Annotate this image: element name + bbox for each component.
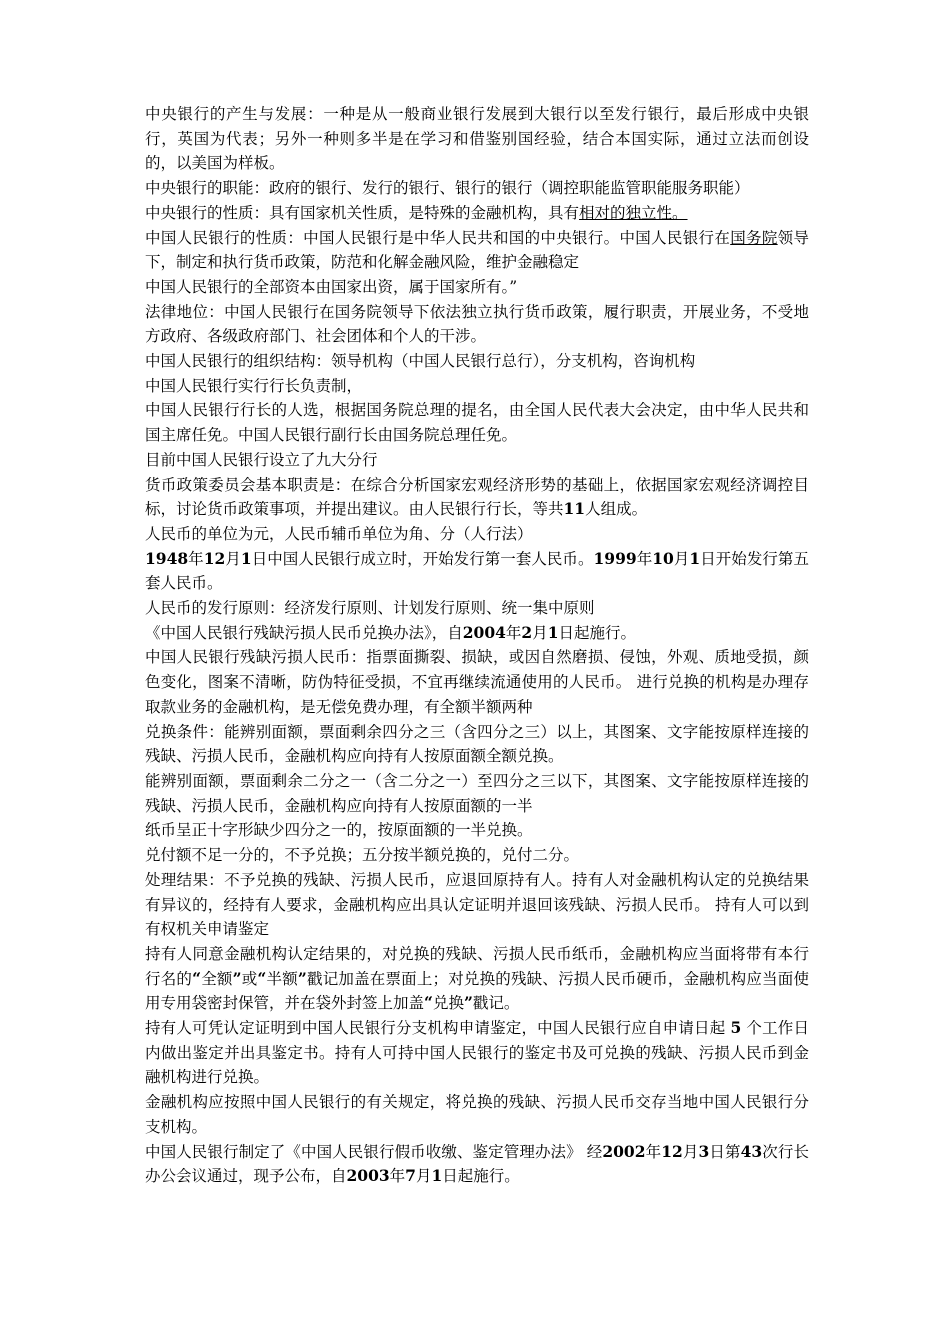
bold-number: 2 [521, 622, 533, 642]
text-run: 日起施行。 [442, 1167, 520, 1186]
paragraph [145, 818, 809, 843]
bold-number: 3 [698, 1141, 710, 1161]
paragraph [145, 645, 809, 719]
bold-number: 2004 [462, 622, 506, 642]
paragraph [145, 102, 809, 176]
paragraph [145, 176, 809, 201]
text-run: 年 [389, 1167, 406, 1186]
text-run: 全额 [201, 969, 233, 988]
bold-number: 12 [203, 548, 226, 568]
paragraph [145, 374, 809, 399]
paragraph [145, 275, 809, 300]
bold-number: 2002 [602, 1141, 646, 1161]
bold-number: 7 [405, 1166, 416, 1186]
bold-number: “ [257, 968, 267, 988]
paragraph [145, 522, 809, 547]
paragraph [145, 621, 809, 646]
paragraph [145, 596, 809, 621]
text-run: 个工作日内做出鉴定并出具鉴定书。持有人可持中国人民银行的鉴定书及可兑换的残缺、污损人民币到金融机构进行兑换。 [145, 1019, 809, 1087]
text-run: 兑换条件：能辨别面额，票面剩余四分之三（含四分之三）以上，其图案、文字能按原样连接的残缺、污损人民币，金融机构应向持有人按原面额全额兑换。 [145, 722, 809, 766]
paragraph [145, 1090, 809, 1139]
paragraph [145, 769, 809, 818]
bold-number: 11 [563, 499, 586, 519]
text-run: 中国人民银行的组织结构：领导机构（中国人民银行总行），分支机构，咨询机构 [145, 352, 696, 371]
text-run: 戳记。 [472, 994, 520, 1013]
text-run: 月 [532, 623, 548, 642]
bold-number: 1 [431, 1166, 443, 1186]
bold-number: 43 [740, 1141, 763, 1161]
bold-number: “ [192, 968, 201, 988]
text-run: 《中国人民银行残缺污损人民币兑换办法》，自 [145, 623, 463, 642]
text-run: 半额 [266, 969, 298, 988]
text-run: 日开始发行第五套人民币。 [145, 549, 809, 593]
bold-number: 5 [730, 1018, 742, 1038]
text-run: 持有人同意金融机构认定结果的，对兑换的残缺、污损人民币纸币，金融机构应当面将带有本行行名的 [145, 944, 809, 988]
text-run: 中国人民银行残缺污损人民币：指票面撕裂、损缺，或因自然磨损、侵蚀，外观、质地受损，颜色变化，图案不清晰，防伪特征受损，不宜再继续流通使用的人民币。 进行兑换的机构是办理存取款业务的金融机构，是无偿免费办理，有全额半额两种 [145, 648, 809, 716]
text-run: 日第 [709, 1142, 741, 1161]
bold-number: 1 [689, 548, 701, 568]
text-run: 月 [682, 1142, 699, 1161]
underlined-text: 相对的独立性。 [579, 203, 688, 222]
text-run: 货币政策委员会基本职责是：在综合分析国家宏观经济形势的基础上，依据国家宏观经济调控目标，讨论货币政策事项，并提出建议。由人民银行行长，等共 [145, 475, 809, 519]
paragraph [145, 448, 809, 473]
paragraph [145, 300, 809, 349]
paragraph [145, 547, 809, 596]
paragraph [145, 720, 809, 769]
paragraph [145, 942, 809, 1016]
paragraph [145, 201, 809, 226]
text-run: 纸币呈正十字形缺少四分之一的，按原面额的一半兑换。 [145, 821, 533, 840]
text-run: 月 [415, 1167, 432, 1186]
text-run: 处理结果：不予兑换的残缺、污损人民币，应退回原持有人。持有人对金融机构认定的兑换结果有异议的，经持有人要求，金融机构应出具认定证明并退回该残缺、污损人民币。 持有人可以到有权机关申请鉴定 [145, 870, 809, 939]
text-run: 领导下，制定和执行货币政策，防范和化解金融风险，维护金融稳定 [145, 228, 809, 272]
text-run: 中央银行的性质：具有国家机关性质，是特殊的金融机构，具有 [145, 203, 580, 222]
bold-number: 1 [547, 622, 559, 642]
text-run: 持有人可凭认定证明到中国人民银行分支机构申请鉴定，中国人民银行应自申请日起 [145, 1019, 731, 1038]
text-run: 法律地位：中国人民银行在国务院领导下依法独立执行货币政策，履行职责，开展业务，不受地方政府、各级政府部门、社会团体和个人的干涉。 [145, 302, 809, 346]
text-run: 年 [505, 623, 522, 642]
bold-number: ” [463, 993, 473, 1013]
text-run: 中国人民银行的性质：中国人民银行是中华人民共和国的中央银行。中国人民银行在 [145, 228, 731, 247]
text-run: 目前中国人民银行设立了九大分行 [145, 450, 378, 469]
bold-number: 10 [652, 548, 674, 568]
bold-number: ” [297, 968, 307, 988]
text-run: 年 [636, 549, 653, 568]
text-run: 戳记加盖在票面上；对兑换的残缺、污损人民币硬币，金融机构应当面使用专用袋密封保管，并在袋外封签上加盖 [145, 969, 809, 1013]
text-run: 中国人民银行制定了《中国人民银行假币收缴、鉴定管理办法》 经 [145, 1142, 603, 1161]
bold-number: 1999 [593, 548, 637, 568]
text-run: 月 [225, 549, 241, 568]
paragraph [145, 868, 809, 942]
text-run: 兑换 [432, 994, 464, 1013]
text-run: 年 [188, 549, 204, 568]
paragraph [145, 843, 809, 868]
paragraph [145, 226, 809, 275]
bold-number: 2003 [346, 1166, 390, 1186]
text-run: 日起施行。 [558, 623, 637, 642]
text-run: 中央银行的产生与发展：一种是从一般商业银行发展到大银行以至发行银行，最后形成中央银行，英国为代表；另外一种则多半是在学习和借鉴别国经验，结合本国实际，通过立法而创设的，以美国为样板。 [145, 105, 809, 173]
bold-number: 1 [240, 548, 252, 568]
text-run: 或 [241, 969, 258, 988]
text-run: 年 [645, 1142, 662, 1161]
text-run: 人民币的发行原则：经济发行原则、计划发行原则、统一集中原则 [145, 599, 595, 618]
text-run: 中国人民银行的全部资本由国家出资，属于国家所有。” [145, 277, 518, 296]
text-run: 中国人民银行行长的人选，根据国务院总理的提名，由全国人民代表大会决定，由中华人民共和国主席任免。中国人民银行副行长由国务院总理任免。 [145, 401, 809, 445]
text-run: 中央银行的职能：政府的银行、发行的银行、银行的银行（调控职能监管职能服务职能） [145, 179, 750, 198]
bold-number: ” [232, 968, 242, 988]
bold-number: “ [424, 993, 433, 1013]
paragraph [145, 398, 809, 447]
document-body [145, 102, 809, 1189]
paragraph [145, 1016, 809, 1090]
bold-number: 12 [661, 1141, 683, 1161]
bold-number: 1948 [145, 548, 189, 568]
text-run: 日中国人民银行成立时，开始发行第一套人民币。 [251, 549, 594, 568]
underlined-text: 国务院 [730, 228, 778, 247]
text-run: 月 [673, 549, 690, 568]
text-run: 人组成。 [585, 500, 648, 519]
text-run: 人民币的单位为元，人民币辅币单位为角、分（人行法） [145, 524, 533, 543]
text-run: 兑付额不足一分的，不予兑换；五分按半额兑换的，兑付二分。 [145, 846, 580, 865]
text-run: 中国人民银行实行行长负责制， [145, 376, 363, 395]
paragraph [145, 473, 809, 522]
paragraph [145, 1140, 809, 1189]
paragraph [145, 349, 809, 374]
text-run: 金融机构应按照中国人民银行的有关规定，将兑换的残缺、污损人民币交存当地中国人民银行分支机构。 [145, 1093, 809, 1136]
text-run: 次行长办公会议通过，现予公布，自 [145, 1142, 809, 1186]
text-run: 能辨别面额，票面剩余二分之一（含二分之一）至四分之三以下，其图案、文字能按原样连接的残缺、污损人民币，金融机构应向持有人按原面额的一半 [145, 771, 809, 815]
